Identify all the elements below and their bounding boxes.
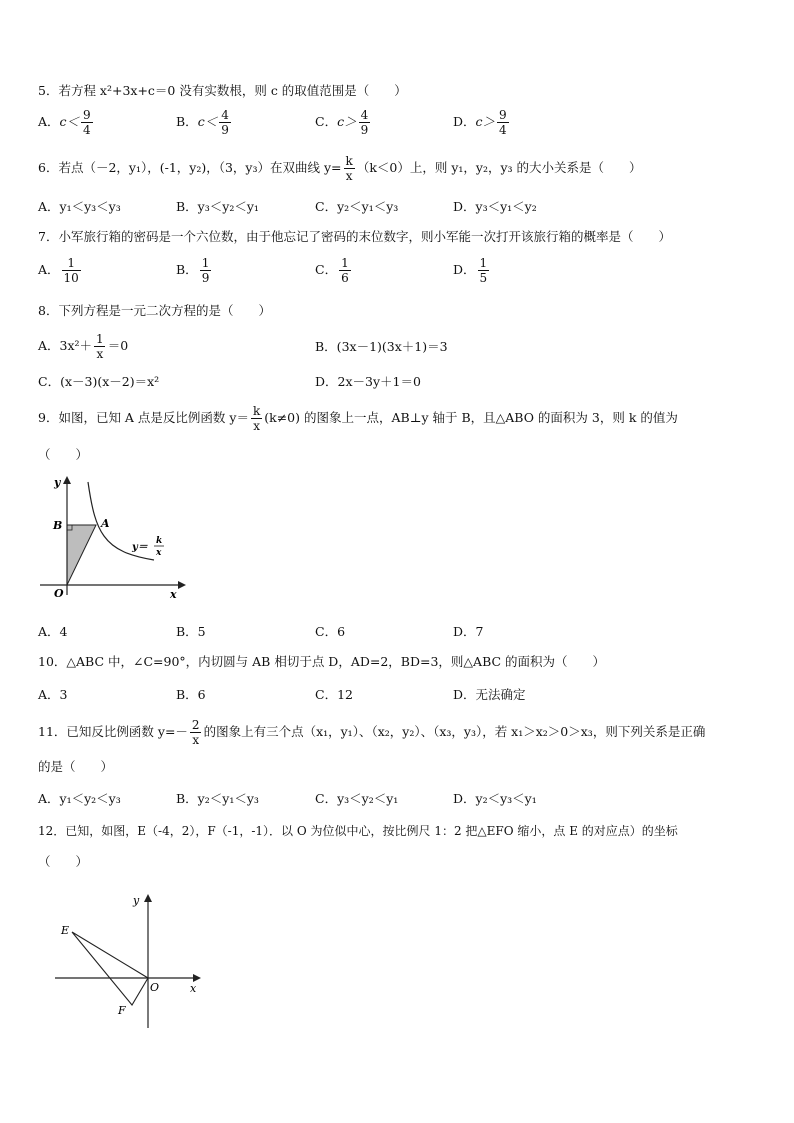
q5-stem: 5．若方程 x²+3x+c＝0 没有实数根，则 c 的取值范围是（ ） — [38, 83, 407, 98]
y-axis-label: y — [54, 476, 61, 489]
q7-option-b: B． $\frac{1}{9}$ — [176, 256, 210, 285]
point-a-label: A — [101, 517, 110, 530]
triangle-abo-shaded — [67, 525, 96, 585]
q12-stem-line2: （ ） — [38, 854, 89, 869]
point-b-label: B — [53, 519, 63, 532]
q11-option-d: D．y₂＜y₃＜y₁ — [453, 791, 537, 806]
q8-option-c: C．(x－3)(x－2)＝x² — [38, 374, 160, 389]
q8-option-d: D．2x－3y＋1＝0 — [315, 374, 421, 389]
q5-option-a: A．c＜ $\frac{9}{4}$ — [38, 108, 91, 137]
q10-option-b: B．6 — [176, 687, 206, 702]
curve-label-prefix: y＝ — [132, 542, 148, 553]
q6-option-a: A．y₁＜y₃＜y₃ — [38, 199, 121, 214]
q9-option-c: C．6 — [315, 624, 346, 639]
x-axis-label: x — [190, 982, 197, 995]
q10-option-c: C．12 — [315, 687, 353, 702]
q9-option-a: A．4 — [38, 624, 68, 639]
q11-option-c: C．y₃＜y₂＜y₁ — [315, 791, 399, 806]
q9-stem-line2: （ ） — [38, 447, 89, 462]
q7-option-c: C． $\frac{1}{6}$ — [315, 256, 349, 285]
q6-option-c: C．y₂＜y₁＜y₃ — [315, 199, 399, 214]
q6-option-d: D．y₃＜y₁＜y₂ — [453, 199, 537, 214]
curve-label-numerator: k — [156, 536, 163, 546]
q8-option-b: B．(3x－1)(3x＋1)＝3 — [315, 339, 448, 354]
q10-option-d: D．无法确定 — [453, 687, 526, 702]
q8-stem: 8．下列方程是一元二次方程的是（ ） — [38, 303, 271, 318]
point-e-label: E — [61, 924, 70, 937]
q11-option-b: B．y₂＜y₁＜y₃ — [176, 791, 259, 806]
q11-option-a: A．y₁＜y₂＜y₃ — [38, 791, 121, 806]
q9-option-d: D．7 — [453, 624, 484, 639]
q9-figure — [30, 470, 190, 605]
q8-option-a: A．3x²＋ $\frac{1}{x}$ ＝0 — [38, 332, 129, 361]
curve-label-denominator: x — [156, 548, 162, 558]
q7-option-a: A． $\frac{1}{10}$ — [38, 256, 79, 285]
y-axis-arrow — [144, 894, 152, 902]
q5-option-d: D．c＞ $\frac{9}{4}$ — [453, 108, 507, 137]
q11-stem-line2: 的是（ ） — [38, 759, 114, 774]
x-axis-arrow — [193, 974, 201, 982]
q5-option-c: C．c＞ $\frac{4}{9}$ — [315, 108, 369, 137]
q10-stem: 10．△ABC 中，∠C=90°，内切圆与 AB 相切于点 D，AD=2，BD=3，则△ABC 的面积为（ ） — [38, 654, 606, 669]
q7-option-d: D． $\frac{1}{5}$ — [453, 256, 488, 285]
q11-stem: 11．已知反比例函数 y=－ $\frac{2}{x}$ 的图象上有三个点（x₁，y₁）、（x₂，y₂）、（x₃，y₃），若 x₁＞x₂＞0＞x₃，则下列关系是正确 — [38, 718, 706, 747]
y-axis-arrow — [63, 476, 71, 484]
q12-stem: 12．已知，如图，E（-4，2），F（-1，-1）．以 O 为位似中心，按比例尺 1：2 把△EFO 缩小，点 E 的对应点）的坐标 — [38, 824, 678, 838]
q10-option-a: A．3 — [38, 687, 68, 702]
origin-label: O — [150, 981, 160, 994]
q9-option-b: B．5 — [176, 624, 206, 639]
q9-stem: 9．如图，已知 A 点是反比例函数 y＝ $\frac{k}{x}$ (k≠0) 的图象上一点，AB⊥y 轴于 B，且△ABO 的面积为 3，则 k 的值为 — [38, 404, 678, 433]
q6-option-b: B．y₃＜y₂＜y₁ — [176, 199, 259, 214]
triangle-efo — [72, 932, 148, 1005]
q7-stem: 7．小军旅行箱的密码是一个六位数，由于他忘记了密码的末位数字，则小军能一次打开该旅行箱的概率是（ ） — [38, 229, 671, 244]
q5-option-b: B．c＜ $\frac{4}{9}$ — [176, 108, 229, 137]
x-axis-label: x — [170, 588, 177, 601]
y-axis-label: y — [133, 894, 140, 907]
point-f-label: F — [118, 1004, 126, 1017]
origin-label: O — [54, 587, 64, 600]
x-axis-arrow — [178, 581, 186, 589]
q6-stem: 6．若点（－2，y₁），(-1，y₂)，（3，y₃）在双曲线 y= $\frac{k}{x}$ （k＜0）上，则 y₁，y₂，y₃ 的大小关系是（ ） — [38, 154, 642, 183]
q12-figure — [50, 890, 210, 1035]
